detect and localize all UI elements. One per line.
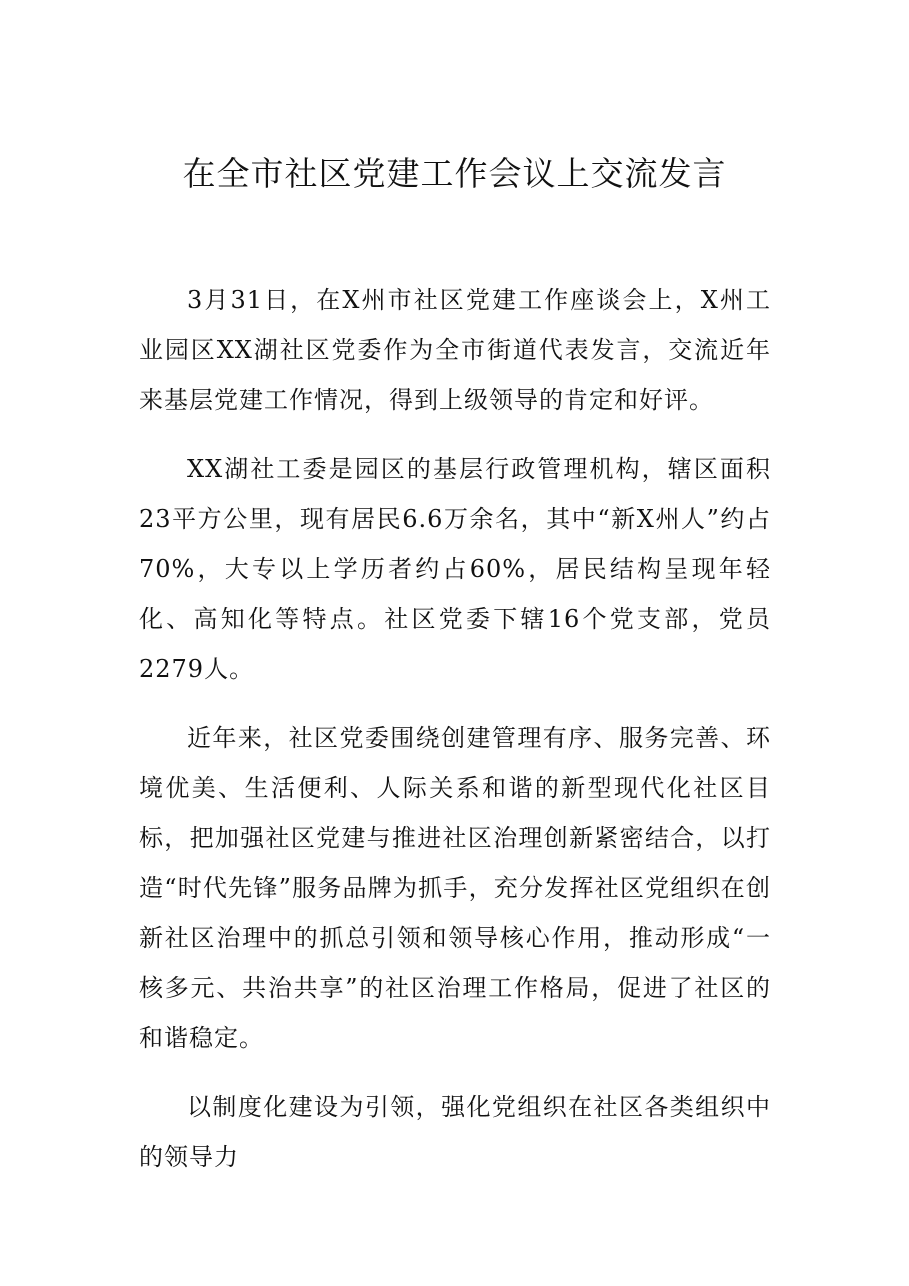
- document-body: [139, 275, 771, 1201]
- paragraph-2: XX湖社工委是园区的基层行政管理机构，辖区面积23平方公里，现有居民6.6万余名，其中“新X州人”约占70%，大专以上学历者约占60%，居民结构呈现年轻化、高知化等特点。社区党委下辖16个党支部，党员2279人。: [139, 455, 771, 683]
- paragraph-4: 以制度化建设为引领，强化党组织在社区各类组织中的领导力: [139, 1093, 771, 1171]
- paragraph-1: 3月31日，在X州市社区党建工作座谈会上，X州工业园区XX湖社区党委作为全市街道代表发言，交流近年来基层党建工作情况，得到上级领导的肯定和好评。: [139, 286, 771, 414]
- document-title: 在全市社区党建工作会议上交流发言: [182, 154, 727, 193]
- paragraph-3: 近年来，社区党委围绕创建管理有序、服务完善、环境优美、生活便利、人际关系和谐的新型现代化社区目标，把加强社区党建与推进社区治理创新紧密结合，以打造“时代先锋”服务品牌为抓手，充分发挥社区党组织在创新社区治理中的抓总引领和领导核心作用，推动形成“一核多元、共治共享”的社区治理工作格局，促进了社区的和谐稳定。: [139, 724, 771, 1052]
